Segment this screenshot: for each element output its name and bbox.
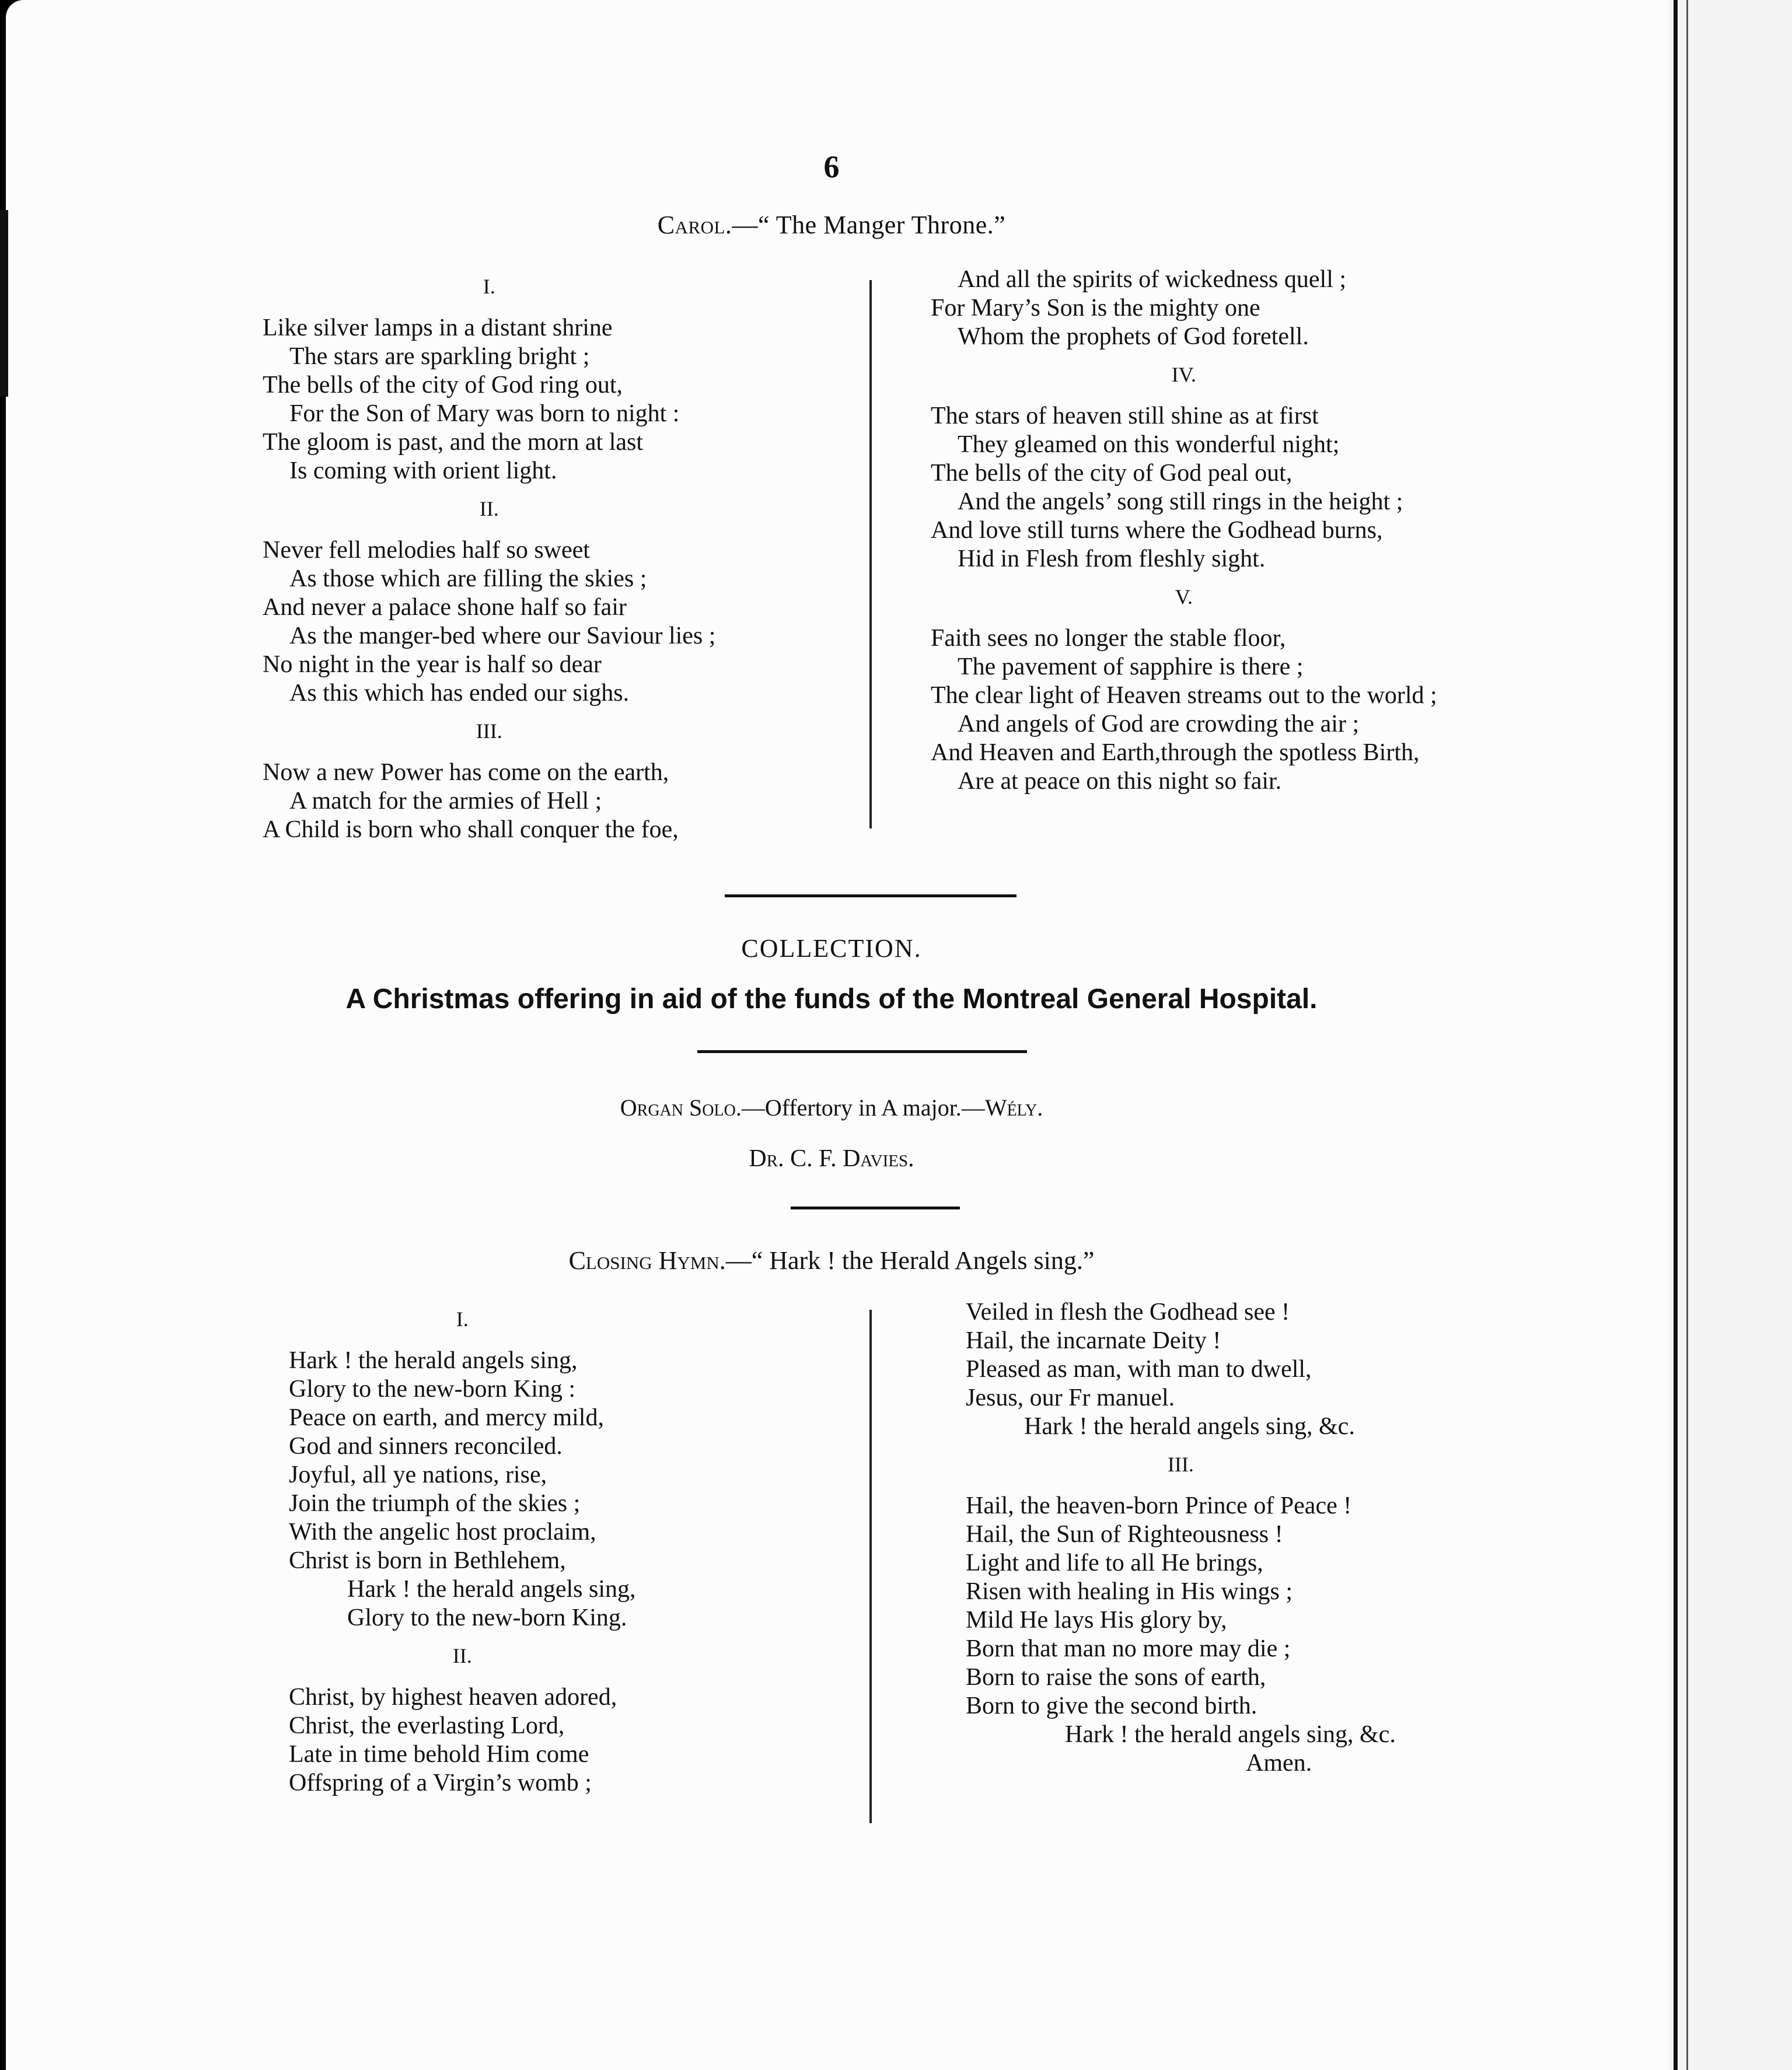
- closing-hymn-title: [0, 1246, 1663, 1275]
- stanza-number: II.: [479, 497, 499, 520]
- verse-line: And never a palace shone half so fair: [263, 594, 627, 621]
- verse-line: Faith sees no longer the stable floor,: [931, 625, 1286, 652]
- stanza-number: I.: [456, 1307, 469, 1331]
- carol-title-prefix: Carol.: [657, 211, 732, 239]
- verse-line: The stars are sparkling bright ;: [289, 343, 590, 370]
- verse-line: Mild He lays His glory by,: [966, 1607, 1227, 1634]
- verse-line: Risen with healing in His wings ;: [966, 1578, 1293, 1605]
- verse-line: Born that man no more may die ;: [966, 1635, 1291, 1662]
- verse-line: Now a new Power has come on the earth,: [263, 759, 669, 786]
- verse-line: A Child is born who shall conquer the foe,: [263, 816, 679, 843]
- closing-hymn-left-column: [289, 1298, 636, 1798]
- stanza-number: I.: [483, 275, 495, 298]
- verse-line: Hail, the incarnate Deity !: [966, 1327, 1221, 1354]
- collection-heading: COLLECTION.: [741, 934, 922, 963]
- stanza-number: III.: [1167, 1453, 1194, 1476]
- verse-line: The bells of the city of God ring out,: [263, 372, 623, 398]
- carol-title-rest: —“ The Manger Throne.”: [732, 211, 1006, 239]
- verse-line: The stars of heaven still shine as at first: [931, 403, 1319, 429]
- verse-line: Are at peace on this night so fair.: [958, 768, 1282, 795]
- carol-column-divider: [869, 280, 872, 828]
- verse-line: Christ, by highest heaven adored,: [289, 1684, 617, 1711]
- verse-line: Offspring of a Virgin’s womb ;: [289, 1770, 592, 1796]
- verse-line: And angels of God are crowding the air ;: [958, 711, 1360, 737]
- stanza-number: II.: [452, 1644, 472, 1667]
- divider-rule: [697, 1050, 1027, 1053]
- verse-line: And the angels’ song still rings in the height ;: [958, 488, 1403, 515]
- collection-text: A Christmas offering in aid of the funds of the Montreal General Hospital.: [345, 984, 1318, 1015]
- verse-line: Glory to the new-born King :: [289, 1376, 576, 1403]
- verse-line: Hark ! the herald angels sing,: [289, 1347, 578, 1374]
- verse-line: God and sinners reconciled.: [289, 1433, 563, 1460]
- verse-line: Glory to the new-born King.: [347, 1604, 627, 1631]
- verse-line: Pleased as man, with man to dwell,: [966, 1356, 1312, 1383]
- verse-line: As the manger-bed where our Saviour lies ;: [289, 623, 716, 649]
- verse-line: Late in time behold Him come: [289, 1741, 589, 1768]
- carol-title: [0, 210, 1663, 240]
- page-number: 6: [823, 149, 840, 184]
- carol-left-column: [263, 265, 715, 844]
- verse-line: Born to give the second birth.: [966, 1693, 1257, 1719]
- verse-line: Hail, the heaven-born Prince of Peace !: [966, 1492, 1352, 1519]
- verse-line: For Mary’s Son is the mighty one: [931, 295, 1260, 321]
- organ-solo-composer: Wély.: [984, 1095, 1043, 1121]
- verse-line: Hark ! the herald angels sing,: [347, 1576, 636, 1603]
- verse-line: As those which are filling the skies ;: [289, 565, 647, 592]
- binding-edge: [1674, 0, 1678, 2070]
- stanza-number: IV.: [1171, 363, 1197, 386]
- organ-solo-label: Organ Solo.: [620, 1095, 742, 1121]
- verse-line: Amen.: [1246, 1750, 1312, 1777]
- hymn-column-divider: [869, 1310, 872, 1823]
- carol-right-column: [931, 265, 1437, 796]
- verse-line: Light and life to all He brings,: [966, 1550, 1263, 1576]
- verse-line: Like silver lamps in a distant shrine: [263, 314, 613, 341]
- verse-line: Hark ! the herald angels sing, &c.: [1065, 1721, 1396, 1748]
- verse-line: With the angelic host proclaim,: [289, 1519, 596, 1545]
- verse-line: Christ, the everlasting Lord,: [289, 1712, 565, 1739]
- verse-line: The bells of the city of God peal out,: [931, 460, 1293, 487]
- verse-line: And all the spirits of wickedness quell ;: [958, 266, 1347, 293]
- verse-line: No night in the year is half so dear: [263, 651, 602, 678]
- verse-line: Join the triumph of the skies ;: [289, 1490, 581, 1517]
- organ-solo-performer: [0, 1145, 1663, 1173]
- verse-line: As this which has ended our sighs.: [289, 680, 630, 707]
- closing-hymn-title-rest: —“ Hark ! the Herald Angels sing.”: [725, 1246, 1095, 1275]
- divider-rule: [725, 894, 1016, 897]
- verse-line: Hail, the Sun of Righteousness !: [966, 1521, 1283, 1548]
- verse-line: The gloom is past, and the morn at last: [263, 429, 644, 456]
- verse-line: Peace on earth, and mercy mild,: [289, 1404, 604, 1431]
- verse-line: Hid in Flesh from fleshly sight.: [958, 546, 1266, 572]
- verse-line: A match for the armies of Hell ;: [289, 788, 602, 814]
- divider-rule: [791, 1207, 960, 1209]
- closing-hymn-right-column: [966, 1298, 1396, 1778]
- closing-hymn-title-prefix: Closing Hymn.: [568, 1246, 726, 1275]
- verse-line: And love still turns where the Godhead burns,: [931, 517, 1383, 544]
- verse-line: Never fell melodies half so sweet: [263, 537, 590, 564]
- performer-name: Dr. C. F. Davies.: [749, 1145, 914, 1172]
- verse-line: They gleamed on this wonderful night;: [958, 431, 1340, 458]
- verse-line: For the Son of Mary was born to night :: [289, 400, 680, 427]
- verse-line: And Heaven and Earth,through the spotless Birth,: [931, 739, 1420, 766]
- organ-solo-line: [0, 1094, 1663, 1121]
- stanza-number: III.: [476, 719, 502, 743]
- verse-line: Whom the prophets of God foretell.: [958, 323, 1309, 350]
- verse-line: Veiled in flesh the Godhead see !: [966, 1299, 1290, 1326]
- organ-solo-piece: —Offertory in A major.—: [741, 1095, 985, 1121]
- verse-line: Born to raise the sons of earth,: [966, 1664, 1266, 1691]
- verse-line: Is coming with orient light.: [289, 457, 557, 484]
- verse-line: The pavement of sapphire is there ;: [958, 653, 1304, 680]
- verse-line: Christ is born in Bethlehem,: [289, 1547, 566, 1574]
- verse-line: Hark ! the herald angels sing, &c.: [1024, 1413, 1355, 1440]
- stanza-number: V.: [1175, 585, 1193, 609]
- verse-line: Joyful, all ye nations, rise,: [289, 1461, 547, 1488]
- binding-edge-inner: [1686, 0, 1688, 2070]
- verse-line: The clear light of Heaven streams out to the world ;: [931, 682, 1437, 709]
- verse-line: Jesus, our Fr manuel.: [966, 1384, 1175, 1411]
